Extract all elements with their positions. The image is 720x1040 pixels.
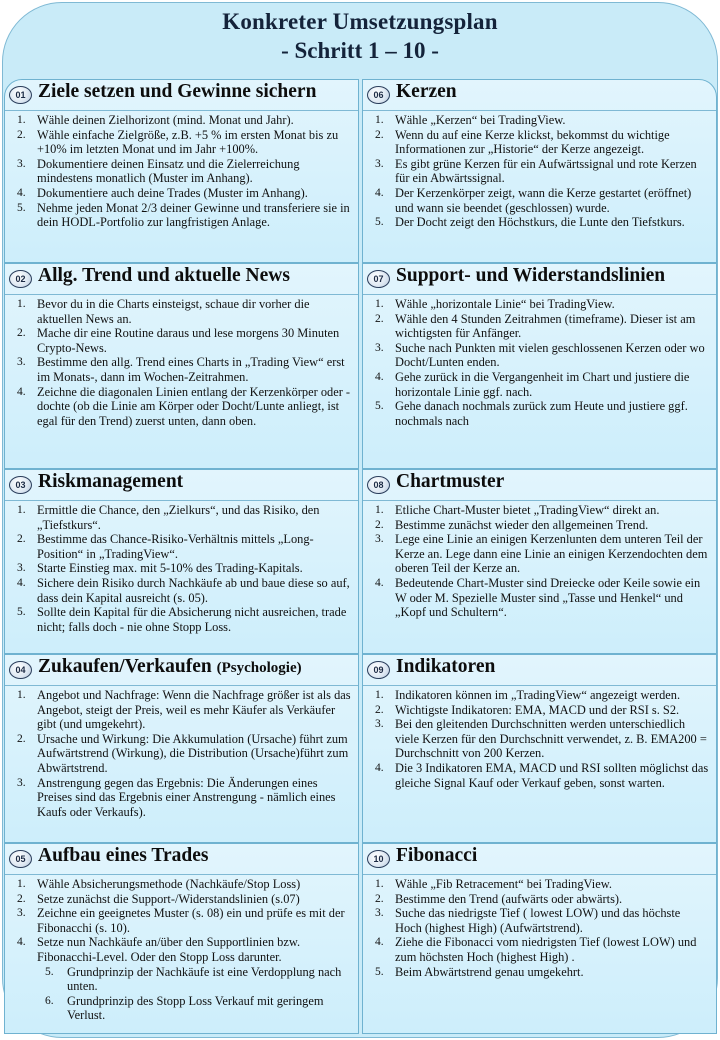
section-header: [5, 844, 358, 874]
step-item: [371, 965, 710, 980]
step-number: 2.: [17, 892, 26, 905]
step-item: [13, 935, 352, 964]
step-item: [13, 688, 352, 732]
step-list: [13, 503, 352, 634]
section-07: [362, 263, 717, 469]
step-number: 1.: [375, 504, 384, 516]
step-item: [13, 877, 352, 892]
step-item: [371, 935, 710, 964]
section-title-text: Aufbau eines Trades: [38, 845, 209, 866]
step-number: 3.: [375, 341, 384, 354]
section-08: [362, 469, 717, 654]
step-item: [371, 399, 710, 428]
step-item: [13, 385, 352, 429]
step-number: 4.: [375, 576, 384, 589]
step-number: 2.: [375, 892, 384, 905]
step-text: Wähle „Fib Retracement“ bei TradingView.: [395, 877, 612, 891]
step-item: [371, 215, 710, 230]
step-item: [371, 906, 710, 935]
step-number: 4.: [17, 186, 26, 199]
section-number-badge: 08: [367, 476, 390, 494]
section-number-badge: 03: [9, 476, 32, 494]
step-number: 1.: [17, 298, 26, 310]
step-text: Sollte dein Kapital für die Absicherung nicht ausreichen, trade nicht; falls doch - nie ohne Stopp Loss.: [37, 605, 347, 634]
step-text: Wähle Absicherungsmethode (Nachkäufe/Stop Loss): [37, 877, 301, 891]
step-number: 2.: [17, 128, 26, 141]
section-title-text: Riskmanagement: [38, 471, 184, 492]
step-text: Bestimme das Chance-Risiko-Verhältnis mittels „Long-Position“ in „TradingView“.: [37, 532, 314, 561]
step-number: 1.: [17, 878, 26, 890]
step-list: [13, 113, 352, 230]
step-number: 2.: [375, 128, 384, 141]
section-header: [5, 655, 358, 685]
section-divider: [363, 500, 716, 501]
step-item: [13, 326, 352, 355]
section-number-badge: 05: [9, 850, 32, 868]
step-item: [13, 128, 352, 157]
step-list: [371, 688, 710, 790]
section-divider: [5, 110, 358, 111]
step-text: Wähle „Kerzen“ bei TradingView.: [395, 113, 566, 127]
section-header: [5, 80, 358, 110]
section-title: [38, 81, 316, 103]
step-item: [371, 312, 710, 341]
step-text: Der Kerzenkörper zeigt, wann die Kerze gestartet (eröffnet) und wann sie beendet (geschlossen) wurde.: [395, 185, 692, 215]
step-number: 6.: [45, 994, 54, 1007]
section-divider: [5, 874, 358, 875]
step-item: [371, 128, 710, 157]
step-item: [13, 605, 352, 634]
step-item: [371, 370, 710, 399]
step-number: 3.: [375, 157, 384, 170]
step-text: Lege eine Linie an einigen Kerzenlunten dem unteren Teil der Kerze an. Lege dann eine Linie an einigen Kerzendochten dem oberen Teil der Kerze an.: [395, 532, 708, 576]
step-text: Mache dir eine Routine daraus und lese morgens 30 Minuten Crypto-News.: [37, 326, 340, 355]
section-header: [5, 470, 358, 500]
step-list: [13, 877, 352, 1023]
step-list: [371, 877, 710, 979]
step-number: 3.: [17, 356, 26, 369]
section-header: [363, 264, 716, 294]
section-title: [396, 81, 457, 103]
step-item: [371, 688, 710, 703]
section-divider: [363, 685, 716, 686]
section-01: [4, 79, 359, 263]
section-05: [4, 843, 359, 1034]
step-item: [13, 157, 352, 186]
section-title: [38, 656, 302, 678]
step-item: [13, 965, 352, 994]
section-header: [363, 844, 716, 874]
step-number: 2.: [375, 703, 384, 716]
step-text: Ursache und Wirkung: Die Akkumulation (Ursache) führt zum Aufwärtstrend (Wirkung), die Distribution (Ursache)führt zum Abwärtstrend.: [37, 731, 349, 775]
step-number: 3.: [17, 776, 26, 789]
step-number: 3.: [17, 157, 26, 170]
section-03: [4, 469, 359, 654]
section-number-badge: 09: [367, 661, 390, 679]
step-item: [13, 355, 352, 384]
section-divider: [363, 294, 716, 295]
step-text: Ziehe die Fibonacci vom niedrigsten Tief (lowest LOW) und zum höchsten Hoch (highest High) .: [395, 935, 697, 964]
section-10: [362, 843, 717, 1034]
step-text: Setze nun Nachkäufe an/über den Supportlinien bzw. Fibonacchi-Level. Oder den Stopp Loss darunter.: [37, 935, 301, 964]
header: [3, 3, 717, 81]
step-list: [13, 297, 352, 428]
step-list: [371, 503, 710, 620]
section-divider: [5, 500, 358, 501]
step-text: Grundprinzip der Nachkäufe ist eine Verdopplung nach unten.: [67, 964, 342, 994]
section-divider: [5, 685, 358, 686]
step-item: [371, 703, 710, 718]
step-text: Gehe danach nochmals zurück zum Heute und justiere ggf. nochmals nach: [395, 399, 688, 428]
section-subtitle: (Psychologie): [216, 660, 302, 676]
step-item: [371, 113, 710, 128]
step-number: 5.: [375, 965, 384, 978]
step-number: 4.: [375, 761, 384, 774]
step-text: Etliche Chart-Muster bietet „TradingView“ direkt an.: [395, 503, 660, 517]
section-title-text: Allg. Trend und aktuelle News: [38, 265, 290, 286]
step-number: 1.: [375, 114, 384, 126]
step-number: 2.: [17, 533, 26, 546]
step-text: Ermittle die Chance, den „Zielkurs“, und das Risiko, den „Tiefstkurs“.: [37, 503, 320, 532]
section-title: [396, 471, 504, 493]
section-09: [362, 654, 717, 843]
step-item: [13, 113, 352, 128]
section-title-text: Kerzen: [396, 81, 457, 102]
page-title: Konkreter Umsetzungsplan: [222, 9, 498, 34]
step-item: [371, 503, 710, 518]
step-text: Suche das niedrigste Tief ( lowest LOW) und das höchste Hoch (highest High) (Aufwärtstrend).: [395, 906, 681, 935]
section-title: [396, 656, 495, 678]
step-list: [371, 113, 710, 230]
step-number: 4.: [17, 385, 26, 398]
step-text: Starte Einstieg max. mit 5-10% des Trading-Kapitals.: [37, 561, 303, 576]
step-text: Anstrengung gegen das Ergebnis: Die Änderungen eines Preises sind das Ergebnis einer Anstrengung - nämlich eines Kaufs oder Verkaufs).: [37, 775, 336, 819]
step-list: [371, 297, 710, 428]
step-text: Bestimme den Trend (aufwärts oder abwärts).: [395, 891, 623, 906]
step-text: Bestimme den allg. Trend eines Charts in „Trading View“ erst im Monats-, dann im Wochen-Zeitrahmen.: [37, 355, 345, 384]
step-text: Sichere dein Risiko durch Nachkäufe ab und baue diese so auf, dass dein Kapital ausreicht (s. 05).: [37, 575, 350, 605]
section-title-text: Zukaufen/Verkaufen: [38, 656, 212, 677]
step-text: Der Docht zeigt den Höchstkurs, die Lunte den Tiefstkurs.: [395, 215, 685, 230]
page-subtitle: - Schritt 1 – 10 -: [281, 38, 439, 63]
step-item: [371, 157, 710, 186]
step-text: Bevor du in die Charts einsteigst, schaue dir vorher die aktuellen News an.: [37, 297, 310, 326]
step-item: [13, 892, 352, 907]
section-02: [4, 263, 359, 469]
step-number: 3.: [17, 907, 26, 920]
section-header: [5, 264, 358, 294]
section-title: [38, 471, 183, 493]
step-text: Die 3 Indikatoren EMA, MACD und RSI sollten möglichst das gleiche Signal Kauf oder Verkauf geben, sonst warten.: [395, 760, 709, 790]
step-item: [13, 186, 352, 201]
step-text: Nehme jeden Monat 2/3 deiner Gewinne und transferiere sie in dein HODL-Portfolio zur langfristigen Anlage.: [37, 200, 350, 230]
section-title: [396, 845, 477, 867]
step-text: Es gibt grüne Kerzen für ein Aufwärtssignal und rote Kerzen für ein Abwärtssignal.: [395, 156, 697, 186]
step-number: 5.: [375, 400, 384, 413]
step-number: 4.: [375, 370, 384, 383]
step-number: 5.: [45, 965, 54, 978]
step-item: [13, 576, 352, 605]
step-item: [13, 201, 352, 230]
section-number-badge: 10: [367, 850, 390, 868]
section-title-text: Indikatoren: [396, 656, 496, 677]
step-text: Suche nach Punkten mit vielen geschlossenen Kerzen oder wo Docht/Lunten enden.: [395, 340, 705, 370]
step-number: 2.: [17, 732, 26, 745]
section-title-text: Fibonacci: [396, 845, 478, 866]
section-divider: [363, 110, 716, 111]
step-text: Angebot und Nachfrage: Wenn die Nachfrage größer ist als das Angebot, steigt der Preis, weil es mehr Käufer als Verkäufer gibt (und umgekehrt).: [37, 688, 351, 732]
step-item: [13, 994, 352, 1023]
step-item: [371, 576, 710, 620]
step-item: [13, 776, 352, 820]
step-text: Bei den gleitenden Durchschnitten werden unterschiedlich viele Kerzen für den Durchschnitt verwendet, z. B. EMA200 = Durchschnitt von 200 Kerzen.: [395, 717, 707, 761]
step-text: Wähle „horizontale Linie“ bei TradingView.: [395, 297, 615, 311]
section-divider: [363, 874, 716, 875]
step-item: [371, 341, 710, 370]
step-text: Setze zunächst die Support-/Widerstandslinien (s.07): [37, 891, 300, 906]
step-item: [371, 717, 710, 761]
step-item: [13, 297, 352, 326]
step-item: [371, 892, 710, 907]
step-number: 4.: [375, 186, 384, 199]
step-text: Bestimme zunächst wieder den allgemeinen Trend.: [395, 517, 649, 532]
step-number: 1.: [17, 689, 26, 701]
section-title: [38, 845, 208, 867]
step-item: [13, 532, 352, 561]
step-item: [371, 761, 710, 790]
step-number: 2.: [375, 518, 384, 531]
step-text: Indikatoren können im „TradingView“ angezeigt werden.: [395, 688, 681, 702]
step-text: Wichtigste Indikatoren: EMA, MACD und der RSI s. S2.: [395, 702, 680, 717]
step-number: 1.: [375, 878, 384, 890]
step-number: 3.: [375, 533, 384, 546]
step-number: 5.: [375, 216, 384, 229]
section-number-badge: 06: [367, 86, 390, 104]
step-number: 5.: [17, 606, 26, 619]
section-header: [363, 655, 716, 685]
step-text: Dokumentiere auch deine Trades (Muster im Anhang).: [37, 185, 308, 200]
section-title-text: Ziele setzen und Gewinne sichern: [38, 81, 317, 102]
step-text: Wähle deinen Zielhorizont (mind. Monat und Jahr).: [37, 113, 294, 127]
step-list: [13, 688, 352, 819]
section-header: [363, 470, 716, 500]
section-number-badge: 04: [9, 661, 32, 679]
step-item: [371, 297, 710, 312]
step-text: Grundprinzip des Stopp Loss Verkauf mit geringem Verlust.: [67, 993, 324, 1023]
step-number: 1.: [17, 504, 26, 516]
step-text: Wähle den 4 Stunden Zeitrahmen (timeframe). Dieser ist am wichtigsten für Anfänger.: [395, 311, 696, 341]
step-number: 2.: [375, 312, 384, 325]
step-item: [371, 532, 710, 576]
section-title-text: Chartmuster: [396, 471, 505, 492]
section-title: [396, 265, 665, 287]
step-item: [13, 561, 352, 576]
step-number: 1.: [17, 114, 26, 126]
step-number: 4.: [375, 936, 384, 949]
step-item: [13, 503, 352, 532]
section-04: [4, 654, 359, 843]
step-number: 1.: [375, 689, 384, 701]
step-text: Wenn du auf eine Kerze klickst, bekommst du wichtige Informationen zur „Historie“ der Kerze angezeigt.: [395, 127, 670, 157]
step-item: [371, 877, 710, 892]
section-header: [363, 80, 716, 110]
step-number: 1.: [375, 298, 384, 310]
section-number-badge: 02: [9, 270, 32, 288]
section-title: [38, 265, 290, 287]
step-item: [13, 906, 352, 935]
step-text: Zeichne die diagonalen Linien entlang der Kerzenkörper oder -dochte (ob die Linie am Körper oder Docht/Lunte anliegt, ist egal für den Trend) zuerst unten, dann oben.: [37, 384, 351, 428]
step-number: 5.: [17, 201, 26, 214]
step-number: 3.: [375, 718, 384, 731]
step-number: 3.: [375, 907, 384, 920]
section-number-badge: 07: [367, 270, 390, 288]
section-number-badge: 01: [9, 86, 32, 104]
step-text: Bedeutende Chart-Muster sind Dreiecke oder Keile sowie ein W oder M. Spezielle Muster sind „Tasse und Henkel“ und „Kopf und Schultern“.: [395, 575, 701, 620]
step-text: Wähle einfache Zielgröße, z.B. +5 % im ersten Monat bis zu +10% im letzten Monat und im Jahr +100%.: [37, 127, 339, 157]
step-text: Zeichne ein geeignetes Muster (s. 08) ein und prüfe es mit der Fibonacchi (s. 10).: [37, 906, 345, 935]
step-item: [13, 732, 352, 776]
step-item: [371, 518, 710, 533]
section-divider: [5, 294, 358, 295]
step-number: 3.: [17, 562, 26, 575]
step-text: Gehe zurück in die Vergangenheit im Chart und justiere die horizontale Linie ggf. nach.: [395, 369, 690, 399]
step-text: Beim Abwärtstrend genau umgekehrt.: [395, 964, 584, 979]
step-number: 4.: [17, 576, 26, 589]
section-06: [362, 79, 717, 263]
step-number: 4.: [17, 936, 26, 949]
step-number: 2.: [17, 327, 26, 340]
step-item: [371, 186, 710, 215]
step-text: Dokumentiere deinen Einsatz und die Zielerreichung mindestens monatlich (Muster im Anhang).: [37, 156, 300, 186]
section-title-text: Support- und Widerstandslinien: [396, 265, 666, 286]
